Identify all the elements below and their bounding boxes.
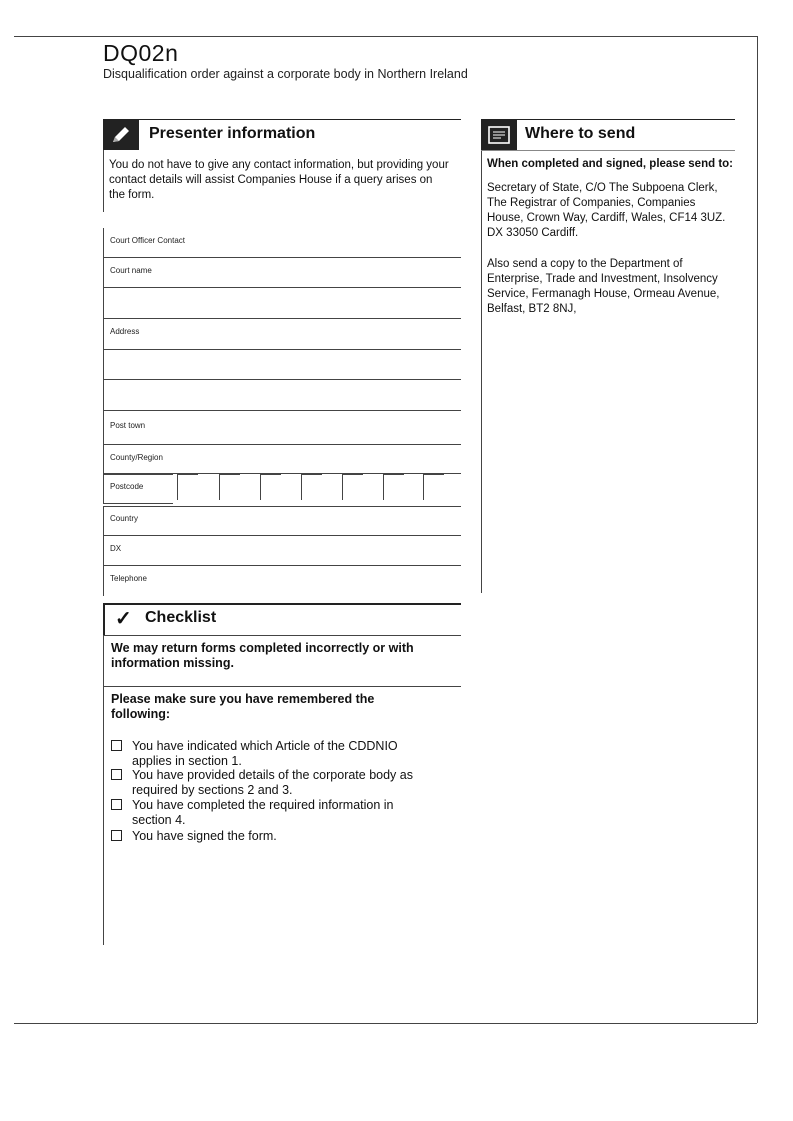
presenter-intro-border: [103, 150, 104, 212]
postcode-box-2[interactable]: [219, 474, 240, 500]
presenter-heading: Presenter information: [149, 125, 316, 142]
postcode-label: Postcode: [110, 482, 144, 491]
where-to-send-rule: [481, 150, 735, 151]
address-line-2[interactable]: [103, 350, 461, 380]
where-to-send-header: [481, 119, 735, 150]
postcode-box-1[interactable]: [177, 474, 198, 500]
envelope-icon: [481, 120, 517, 150]
form-title: Disqualification order against a corporate body in Northern Ireland: [103, 67, 468, 81]
checklist-warning-rule: [103, 686, 461, 687]
postcode-box-5[interactable]: [342, 474, 363, 500]
postcode-top-rule: [103, 474, 173, 475]
postcode-box-3[interactable]: [260, 474, 281, 500]
county-region-label: County/Region: [110, 453, 163, 462]
presenter-header: [103, 119, 461, 150]
checklist-item-text: You have signed the form.: [132, 829, 277, 843]
court-name-label: Court name: [110, 266, 152, 275]
postcode-field[interactable]: [103, 474, 173, 504]
court-name-field[interactable]: [103, 258, 461, 288]
presenter-intro: You do not have to give any contact information, but providing your contact details will assist Companies House if a query arises on the form.: [109, 159, 449, 201]
address-line-3[interactable]: [103, 380, 461, 411]
checklist-heading: Checklist: [145, 609, 217, 626]
checklist-heading-rule: [103, 635, 461, 636]
court-officer-contact-label: Court Officer Contact: [110, 236, 185, 245]
checklist-item-text: You have indicated which Article of the CDDNIO applies in section 1.: [132, 739, 398, 768]
where-to-send-border: [481, 150, 482, 593]
checklist-left-bar: [103, 603, 105, 635]
checklist-border: [103, 635, 104, 945]
bottom-rule: [14, 1023, 757, 1024]
right-rule: [757, 36, 758, 1023]
post-town-label: Post town: [110, 421, 146, 430]
checkbox-icon[interactable]: [111, 830, 122, 841]
telephone-label: Telephone: [110, 574, 147, 583]
checklist-top-rule: [103, 603, 461, 605]
checklist-item[interactable]: [111, 798, 446, 828]
where-to-send-copy-note: Also send a copy to the Department of Enterprise, Trade and Investment, Insolvency Service, Fermanagh House, Ormeau Avenue, Belfast, BT2 8NJ,: [487, 258, 720, 315]
checkmark-icon: ✓: [115, 608, 132, 630]
postcode-box-6[interactable]: [383, 474, 404, 500]
checkbox-icon[interactable]: [111, 769, 122, 780]
address-field[interactable]: [103, 319, 461, 350]
checklist-item-text: You have provided details of the corporate body as required by sections 2 and 3.: [132, 768, 413, 797]
pencil-icon: [103, 120, 139, 150]
where-to-send-instruction: When completed and signed, please send to:: [487, 158, 734, 170]
top-rule: [14, 36, 757, 37]
telephone-field[interactable]: [103, 566, 461, 596]
country-label: Country: [110, 514, 139, 523]
checklist-item[interactable]: [111, 829, 446, 844]
checklist-item[interactable]: [111, 739, 446, 769]
where-to-send-heading: Where to send: [525, 125, 636, 142]
postcode-box-7[interactable]: [423, 474, 444, 500]
address-label: Address: [110, 327, 140, 336]
court-officer-contact-field[interactable]: [103, 228, 461, 258]
country-field[interactable]: [103, 506, 461, 536]
dx-field[interactable]: [103, 536, 461, 566]
checklist-warning: We may return forms completed incorrectly or with information missing.: [111, 641, 414, 670]
county-region-field[interactable]: [103, 445, 461, 474]
checklist-item[interactable]: [111, 768, 446, 798]
checkbox-icon[interactable]: [111, 799, 122, 810]
country-top-rule: [103, 506, 461, 507]
post-town-field[interactable]: [103, 411, 461, 445]
postcode-box-4[interactable]: [301, 474, 322, 500]
checklist-reminder: Please make sure you have remembered the following:: [111, 692, 375, 721]
dx-label: DX: [110, 544, 122, 553]
checklist-item-text: You have completed the required information in section 4.: [132, 798, 394, 827]
checkbox-icon[interactable]: [111, 740, 122, 751]
form-code: DQ02n: [103, 40, 179, 66]
court-name-line-2[interactable]: [103, 288, 461, 319]
where-to-send-address: Secretary of State, C/O The Subpoena Clerk, The Registrar of Companies, Companies House, Crown Way, Cardiff, Wales, CF14 3UZ. DX 33050 Cardiff.: [487, 182, 726, 239]
